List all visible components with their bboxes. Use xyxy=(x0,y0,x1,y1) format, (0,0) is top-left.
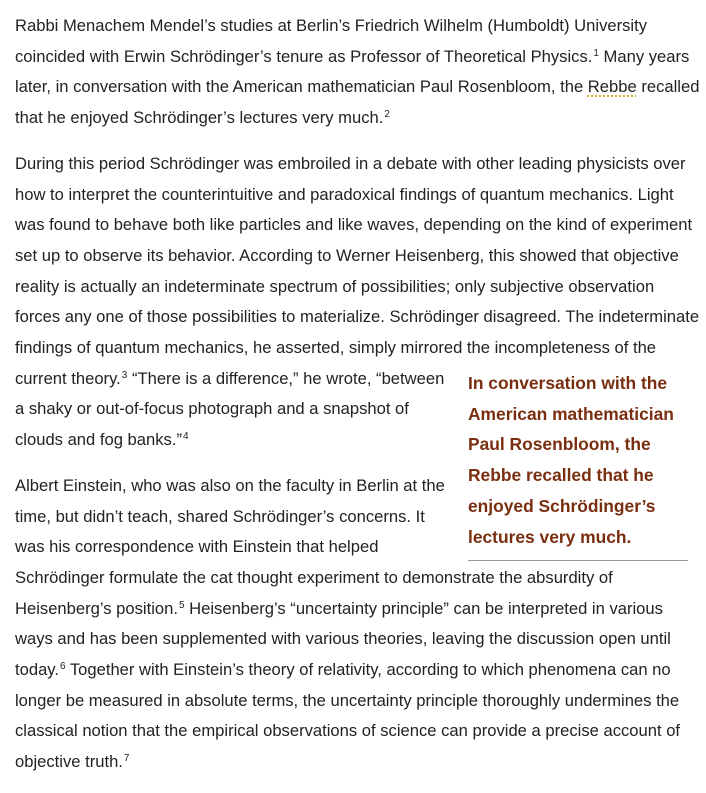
paragraph-1: Rabbi Menachem Mendel’s studies at Berlin’s Friedrich Wilhelm (Humboldt) University coincided with Erwin Schrödinger’s tenure as Professor of Theoretical Physics.$^1$ Many years later, in conversation with the American mathematician Paul Rosenbloom, the Rebbe recalled that he enjoyed Schrödinger’s lectures very much.$^2$ xyxy=(15,16,700,128)
footnote-ref-7[interactable]: 7 xyxy=(123,753,130,765)
article-body xyxy=(15,11,703,793)
paragraph-3: Albert Einstein, who was also on the faculty in Berlin at the time, but didn’t teach, shared Schrödinger’s concerns. It was his correspondence with Einstein that helped Schrödinger formulate the cat thought experiment to demonstrate the absurdity of Heisenberg’s position.$^5$ Heisenberg’s “uncertainty principle” can be interpreted in various ways and has been supplemented with various theories, leaving the discussion open until today.$^6$ Together with Einstein’s theory of relativity, according to which phenomena can no longer be measured in absolute terms, the uncertainty principle thoroughly undermines the classical notion that the empirical observations of science can provide a precise account of objective truth.$^7$ xyxy=(15,475,681,772)
pull-quote: In conversation with the American mathematician Paul Rosenbloom, the Rebbe recalled that he enjoyed Schrödinger’s lectures very much. xyxy=(468,368,688,561)
paragraph-2: During this period Schrödinger was embroiled in a debate with other leading physicists over how to interpret the counterintuitive and paradoxical findings of quantum mechanics. Light was found to behave both like particles and like waves, depending on the kind of experiment set up to observe its behavior. According to Werner Heisenberg, this showed that objective reality is actually an indeterminate spectrum of possibilities; only subjective observation forces any one of those possibilities to materialize. Schrödinger disagreed. The indeterminate findings of quantum mechanics, he asserted, simply mirrored the incompleteness of the current theory.$^3$ In conversation with the American mathematician Paul Rosenbloom, the Rebbe recalled that he enjoyed Schrödinger’s lectures very much. “There is a difference,” he wrote, “between a shaky or out-of-focus photograph and a snapshot of clouds and fog banks.”$^4$ xyxy=(15,149,703,456)
footnote-ref-3[interactable]: 3 xyxy=(121,369,128,381)
footnote-ref-1[interactable]: 1 xyxy=(593,47,599,59)
footnote-ref-2[interactable]: 2 xyxy=(384,109,390,121)
footnote-ref-4[interactable]: 4 xyxy=(182,431,189,443)
footnote-ref-5[interactable]: 5 xyxy=(178,599,185,611)
footnote-ref-6[interactable]: 6 xyxy=(59,661,66,673)
rebbe-term: Rebbe xyxy=(587,77,637,97)
